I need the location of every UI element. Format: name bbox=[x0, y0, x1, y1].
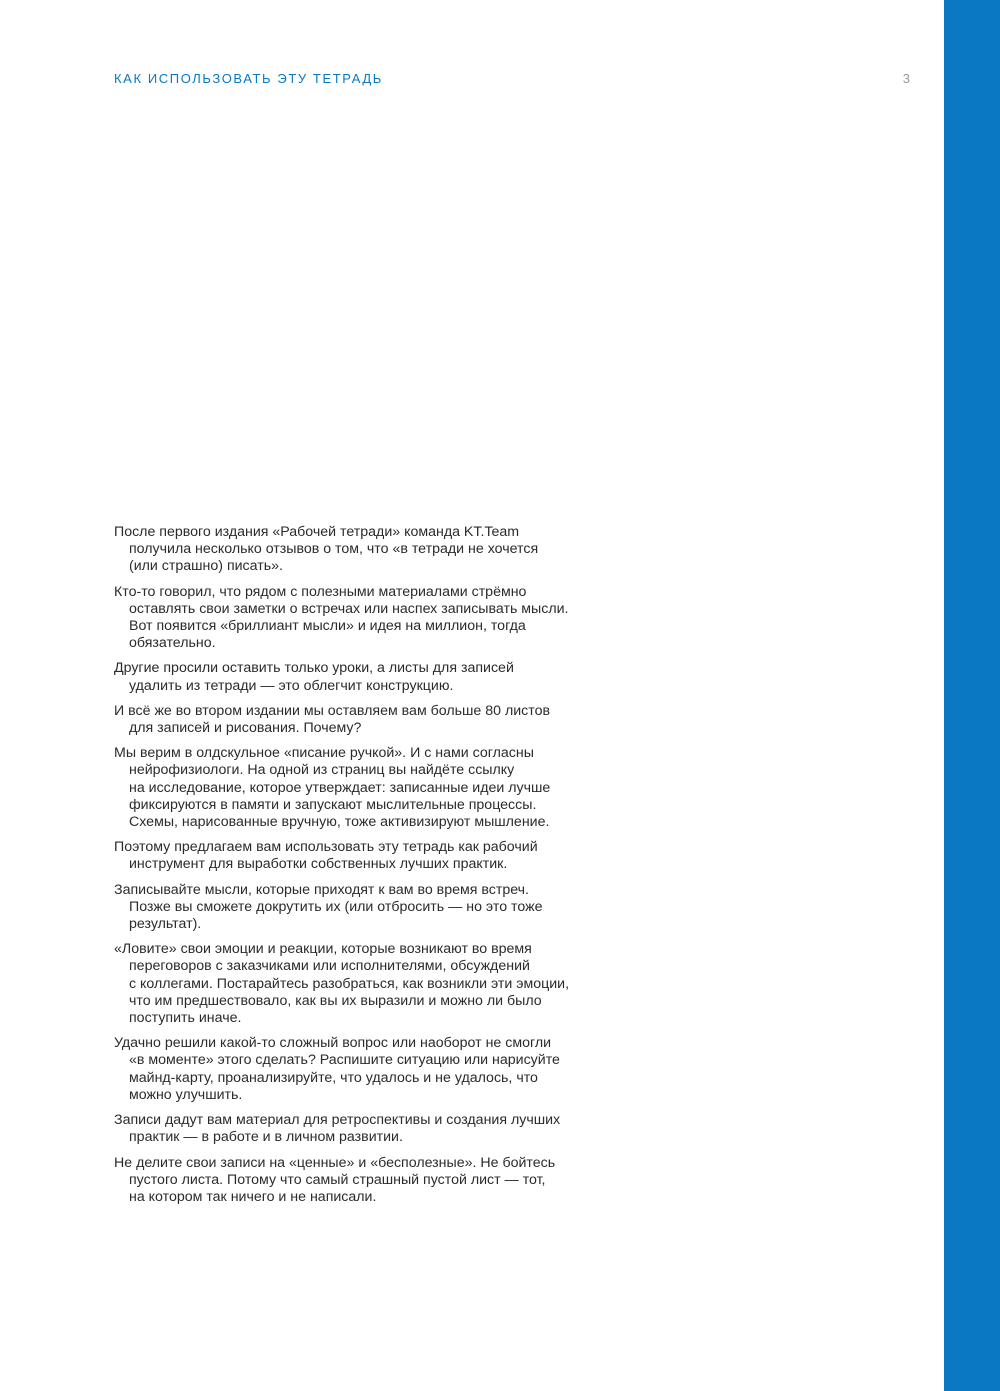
paragraph-line: «Ловите» свои эмоции и реакции, которые возникают во время bbox=[114, 941, 532, 958]
paragraph-line: на котором так ничего и не написали. bbox=[129, 1188, 377, 1205]
paragraph-line: После первого издания «Рабочей тетради» команда KT.Team bbox=[114, 524, 520, 540]
running-head: КАК ИСПОЛЬЗОВАТЬ ЭТУ ТЕТРАДЬ bbox=[114, 71, 383, 86]
paragraph-line: Вот появится «бриллиант мысли» и идея на миллион, тогда bbox=[129, 618, 526, 635]
paragraph-line: поступить иначе. bbox=[129, 1010, 242, 1027]
paragraph-line: с коллегами. Постарайтесь разобраться, как возникли эти эмоции, bbox=[129, 975, 570, 992]
body-text bbox=[114, 524, 634, 1214]
paragraph-line: практик — в работе и в личном развитии. bbox=[129, 1129, 403, 1146]
paragraph bbox=[114, 941, 634, 1027]
paragraph bbox=[114, 1035, 634, 1104]
paragraph-line: можно улучшить. bbox=[129, 1086, 243, 1103]
paragraph bbox=[114, 660, 634, 694]
paragraph-line: инструмент для выработки собственных лучших практик. bbox=[129, 856, 508, 873]
paragraph-line: майнд-карту, проанализируйте, что удалось и не удалось, что bbox=[129, 1069, 538, 1086]
paragraph bbox=[114, 839, 634, 873]
paragraph-line: Не делите свои записи на «ценные» и «бесполезные». Не бойтесь bbox=[114, 1154, 556, 1171]
paragraph bbox=[114, 882, 634, 934]
paragraph-line: на исследование, которое утверждает: записанные идеи лучше bbox=[129, 779, 551, 796]
paragraph-line: Поэтому предлагаем вам использовать эту тетрадь как рабочий bbox=[114, 839, 538, 856]
paragraph-line: результат). bbox=[129, 916, 202, 933]
paragraph-line: нейрофизиологи. На одной из страниц вы найдёте ссылку bbox=[129, 762, 515, 779]
paragraph-line: Удачно решили какой-то сложный вопрос или наоборот не смогли bbox=[114, 1035, 552, 1052]
paragraph bbox=[114, 1112, 634, 1146]
paragraph-line: Схемы, нарисованные вручную, тоже активизируют мышление. bbox=[129, 814, 550, 831]
paragraph-line: Записи дадут вам материал для ретроспективы и создания лучших bbox=[114, 1112, 561, 1129]
paragraph-line: получила несколько отзывов о том, что «в тетради не хочется bbox=[129, 541, 539, 558]
paragraph-line: И всё же во втором издании мы оставляем вам больше 80 листов bbox=[114, 702, 551, 719]
paragraph-line: оставлять свои заметки о встречах или наспех записывать мысли. bbox=[129, 600, 569, 617]
side-bar bbox=[944, 0, 1000, 1391]
paragraph-line: переговоров с заказчиками или исполнителями, обсуждений bbox=[129, 958, 530, 975]
paragraph-line: фиксируются в памяти и запускают мыслительные процессы. bbox=[129, 796, 537, 813]
paragraph-line: удалить из тетради — это облегчит конструкцию. bbox=[129, 677, 454, 694]
paragraph-line: Записывайте мысли, которые приходят к вам во время встреч. bbox=[114, 881, 529, 898]
paragraph-line: «в моменте» этого сделать? Распишите ситуацию или нарисуйте bbox=[129, 1052, 560, 1069]
paragraph bbox=[114, 584, 634, 653]
page-number: 3 bbox=[902, 71, 910, 86]
paragraph-line: Другие просили оставить только уроки, а листы для записей bbox=[114, 660, 514, 677]
paragraph bbox=[114, 703, 634, 737]
paragraph bbox=[114, 524, 634, 576]
paragraph-line: Позже вы сможете докрутить их (или отбросить — но это тоже bbox=[129, 898, 543, 915]
paragraph-line: пустого листа. Потому что самый страшный пустой лист — тот, bbox=[129, 1171, 546, 1188]
paragraph-line: для записей и рисования. Почему? bbox=[129, 720, 362, 737]
paragraph-line: Кто-то говорил, что рядом с полезными материалами стрёмно bbox=[114, 583, 527, 600]
paragraph-line: (или страшно) писать». bbox=[129, 558, 283, 575]
paragraph bbox=[114, 745, 634, 831]
paragraph bbox=[114, 1155, 634, 1207]
paragraph-line: что им предшествовало, как вы их выразили и можно ли было bbox=[129, 992, 542, 1009]
paragraph-line: Мы верим в олдскульное «писание ручкой». И с нами согласны bbox=[114, 745, 534, 762]
paragraph-line: обязательно. bbox=[129, 635, 216, 652]
